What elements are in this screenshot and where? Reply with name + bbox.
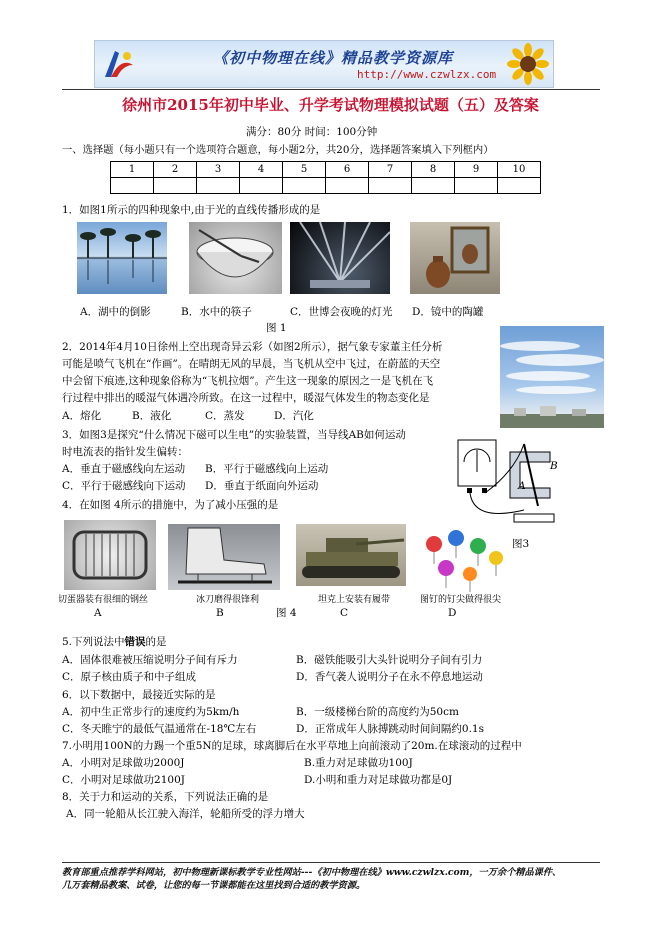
ice-skate-icon [168, 524, 280, 590]
q7-stem: 7.小明用100N的力踢一个重5N的足球，球离脚后在水平草地上向前滚动了20m.在球滚动的过程中 [62, 740, 522, 752]
logo-icon [101, 47, 137, 81]
q7-option-d: D.小明和重力对足球做功都是0J [304, 774, 453, 786]
q6-option-b: B．一级楼梯台阶的高度约为50cm [296, 706, 459, 718]
footer-rule [62, 862, 600, 863]
cloud-trail-image [500, 326, 604, 428]
q4-letter-b: B [216, 607, 224, 619]
chopsticks-bowl-image [189, 222, 282, 294]
figure-1-label: 图 1 [266, 322, 287, 334]
answer-header: 8 [412, 162, 455, 178]
contrail-icon [500, 326, 604, 428]
q1-option-d: D．镜中的陶罐 [412, 306, 484, 318]
tank-image [296, 524, 406, 586]
q5-option-b: B．磁铁能吸引大头针说明分子间有引力 [296, 654, 483, 666]
q3-option-a: A．垂直于磁感线向左运动 [62, 463, 186, 475]
answer-cell[interactable] [283, 178, 326, 194]
mirror-jar-image [410, 222, 500, 294]
bowl-icon [189, 222, 282, 294]
answer-cell[interactable] [498, 178, 541, 194]
q3-option-d: D．垂直于纸面向外运动 [205, 480, 319, 492]
footer-line-2: 几万套精品教案、试卷，让您的每一节课都能在这里找到合适的教学资源。 [62, 880, 366, 891]
banner-url[interactable]: http://www.czwlzx.com [357, 68, 497, 81]
q4-letter-c: C [340, 607, 349, 619]
ice-skate-image [168, 524, 280, 590]
q5-option-a: A．固体很难被压缩说明分子间有斥力 [62, 654, 238, 666]
q3-option-b: B．平行于磁感线向上运动 [205, 463, 329, 475]
score-line: 满分：80分 时间：100分钟 [246, 126, 378, 138]
q1-option-c: C．世博会夜晚的灯光 [290, 306, 393, 318]
q3-line-2: 时电流表的指针发生偏转： [62, 446, 188, 458]
answer-cell[interactable] [369, 178, 412, 194]
induction-apparatus-diagram [454, 432, 574, 528]
q8-stem: 8．关于力和运动的关系，下列说法正确的是 [62, 791, 269, 803]
q6-stem: 6．以下数据中，最接近实际的是 [62, 689, 216, 701]
q4-letter-a: A [94, 607, 102, 619]
q4-caption-d: 图钉的钉尖做得很尖 [420, 595, 502, 605]
q1-option-b: B．水中的筷子 [181, 306, 252, 318]
label-b: B [550, 460, 558, 472]
answer-cell[interactable] [240, 178, 283, 194]
tank-icon [296, 524, 406, 586]
answer-cell[interactable] [154, 178, 197, 194]
q7-option-c: C．小明对足球做功2100J [62, 774, 185, 786]
q5-stem-emphasis: 错误 [124, 636, 146, 648]
q5-option-d: D．香气袭人说明分子在永不停息地运动 [296, 671, 483, 683]
header-banner [94, 40, 554, 88]
figure-4-label: 图 4 [276, 607, 297, 619]
q8-option-a: A．同一轮船从长江驶入海洋，轮船所受的浮力增大 [66, 808, 305, 820]
egg-slicer-icon [64, 520, 156, 590]
q1-stem: 1．如图1所示的四种现象中,由于光的直线传播形成的是 [62, 204, 321, 216]
thumbtack-icon [416, 524, 510, 594]
lake-reflection-image [77, 222, 167, 294]
header-rule [62, 89, 600, 90]
answer-header: 4 [240, 162, 283, 178]
answer-header: 1 [111, 162, 154, 178]
light-beams-icon [290, 222, 390, 294]
q2-option-b: B．液化 [132, 410, 172, 422]
page-title: 徐州市2015年初中毕业、升学考试物理模拟试题（五）及答案 [122, 96, 539, 114]
q5-stem-start: 5.下列说法中 [62, 636, 125, 648]
q6-option-a: A．初中生正常步行的速度约为5km/h [62, 706, 240, 718]
q4-caption-b: 冰刀磨得很锋利 [196, 595, 260, 605]
answer-header: 10 [498, 162, 541, 178]
jar-mirror-icon [410, 222, 500, 294]
q4-stem: 4．在如图 4所示的措施中，为了减小压强的是 [62, 499, 279, 511]
q2-line-3: 中会留下痕迹,这种现象俗称为“飞机拉烟”。产生这一现象的原因之一是飞机在飞 [62, 375, 434, 387]
thumbtacks-image [416, 524, 510, 594]
q6-option-d: D．正常成年人脉搏跳动时间间隔约0.1s [296, 723, 485, 735]
q4-caption-c: 坦克上安装有履带 [318, 595, 391, 605]
footer-line-1: 教育部重点推荐学科网站，初中物理新课标教学专业性网站---《初中物理在线》www.czwlzx.com，一万余个精品课件、 [62, 867, 562, 878]
answer-cell[interactable] [111, 178, 154, 194]
q2-option-c: C．蒸发 [205, 410, 245, 422]
q5-option-c: C．原子核由质子和中子组成 [62, 671, 197, 683]
answer-cell[interactable] [412, 178, 455, 194]
answer-cell[interactable] [326, 178, 369, 194]
q4-caption-a: 切蛋器装有很细的钢丝 [58, 595, 149, 605]
q2-line-1: 2．2014年4月10日徐州上空出现奇异云彩（如图2所示），据气象专家董主任分析 [62, 341, 443, 353]
q2-line-2: 可能是喷气飞机在“作画”。在晴朗无风的早晨，当飞机从空中飞过，在蔚蓝的天空 [62, 358, 441, 370]
q3-option-c: C．平行于磁感线向下运动 [62, 480, 186, 492]
section-heading: 一、选择题（每小题只有一个选项符合题意，每小题2分，共20分，选择题答案填入下列框内） [62, 144, 494, 156]
answer-header: 9 [455, 162, 498, 178]
q1-option-a: A．湖中的倒影 [80, 306, 151, 318]
egg-slicer-image [64, 520, 156, 590]
label-a: A [518, 480, 526, 492]
answer-cell[interactable] [455, 178, 498, 194]
q7-option-a: A．小明对足球做功2000J [62, 757, 185, 769]
banner-title: 《初中物理在线》精品教学资源库 [213, 49, 454, 67]
q2-line-4: 行过程中排出的暖湿气体遇冷所致。在这一过程中，暖湿气体发生的物态变化是 [62, 392, 430, 404]
footer-text [62, 866, 602, 892]
q3-line-1: 3．如图3是探究“什么情况下磁可以生电”的实验装置，当导线AB如何运动 [62, 429, 406, 441]
q5-stem-end: 的是 [145, 636, 167, 648]
answer-header: 6 [326, 162, 369, 178]
q7-option-b: B.重力对足球做功100J [304, 757, 413, 769]
q2-option-a: A．熔化 [62, 410, 102, 422]
galvanometer-magnet-icon [454, 432, 574, 528]
answer-header: 3 [197, 162, 240, 178]
q2-option-d: D．汽化 [274, 410, 314, 422]
q5-stem [62, 636, 167, 649]
sunflower-icon [507, 43, 549, 85]
answer-header: 2 [154, 162, 197, 178]
q6-option-c: C．冬天睢宁的最低气温通常在-18℃左右 [62, 723, 257, 735]
answer-header: 5 [283, 162, 326, 178]
answer-cell[interactable] [197, 178, 240, 194]
answer-header: 7 [369, 162, 412, 178]
palm-trees-icon [77, 222, 167, 294]
q4-letter-d: D [448, 607, 457, 619]
expo-lights-image [290, 222, 390, 294]
answer-table [110, 161, 541, 194]
figure-3-label: 图3 [512, 538, 530, 550]
